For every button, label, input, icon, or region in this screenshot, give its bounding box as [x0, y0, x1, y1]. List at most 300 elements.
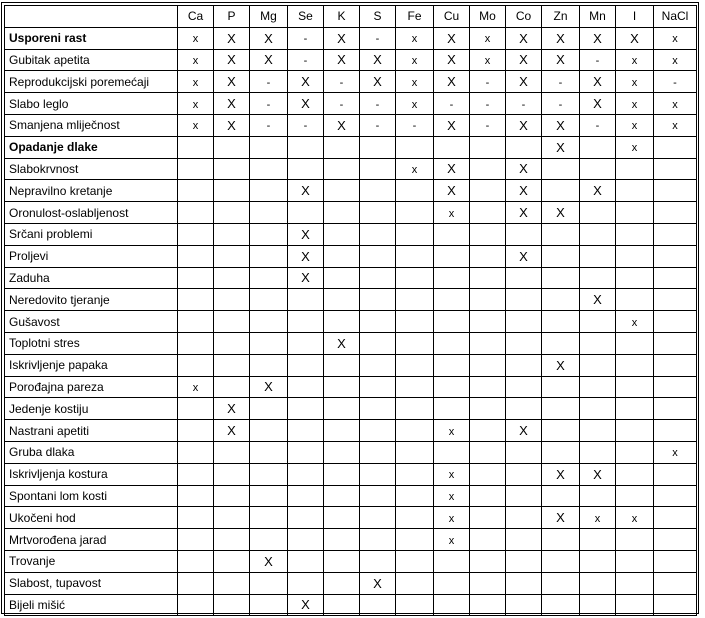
table-row [5, 420, 697, 442]
table-cell [288, 441, 324, 463]
table-cell [654, 572, 697, 594]
table-cell [360, 311, 396, 333]
table-cell [654, 354, 697, 376]
cell-mark: - [266, 98, 271, 111]
table-cell [434, 507, 470, 529]
table-cell [434, 27, 470, 49]
cell-mark: x [448, 534, 455, 547]
cell-mark: X [227, 96, 236, 112]
cell-mark: x [448, 512, 455, 525]
table-cell [214, 376, 250, 398]
table-cell [360, 180, 396, 202]
cell-mark: - [303, 120, 308, 133]
table-cell [214, 289, 250, 311]
table-cell [324, 223, 360, 245]
table-cell [616, 180, 654, 202]
table-cell [542, 245, 580, 267]
table-cell [654, 485, 697, 507]
table-cell [396, 376, 434, 398]
column-header: NaCl [654, 6, 697, 28]
table-cell [250, 93, 288, 115]
table-cell [542, 376, 580, 398]
table-cell [506, 550, 542, 572]
cell-mark: X [447, 117, 456, 133]
table-cell [542, 550, 580, 572]
table-cell [178, 114, 214, 136]
table-cell [506, 49, 542, 71]
table-cell [616, 71, 654, 93]
table-cell [616, 27, 654, 49]
table-cell [470, 441, 506, 463]
table-cell [580, 398, 616, 420]
table-cell [654, 158, 697, 180]
table-cell [542, 420, 580, 442]
header-corner [5, 6, 178, 28]
table-cell [250, 27, 288, 49]
cell-mark: X [519, 423, 528, 439]
table-cell [434, 420, 470, 442]
cell-mark: X [519, 161, 528, 177]
cell-mark: X [264, 553, 273, 569]
table-cell [506, 289, 542, 311]
table-cell [434, 289, 470, 311]
cell-mark: X [593, 96, 602, 112]
cell-mark: X [337, 52, 346, 68]
table-cell [616, 463, 654, 485]
table-row [5, 550, 697, 572]
cell-mark: X [447, 183, 456, 199]
table-cell [434, 398, 470, 420]
table-cell [178, 136, 214, 158]
cell-mark: X [556, 139, 565, 155]
table-cell [616, 49, 654, 71]
table-row [5, 463, 697, 485]
table-cell [616, 267, 654, 289]
table-cell [616, 93, 654, 115]
cell-mark: X [519, 248, 528, 264]
table-cell [288, 136, 324, 158]
cell-mark: X [337, 30, 346, 46]
table-cell [214, 71, 250, 93]
symptom-label: Zaduha [5, 267, 178, 289]
column-header: Mo [470, 6, 506, 28]
cell-mark: X [447, 74, 456, 90]
table-cell [360, 376, 396, 398]
table-cell [506, 463, 542, 485]
cell-mark: - [558, 98, 563, 111]
table-cell [214, 311, 250, 333]
table-cell [178, 354, 214, 376]
table-cell [288, 550, 324, 572]
table-cell [324, 158, 360, 180]
cell-mark: - [485, 120, 490, 133]
table-cell [396, 180, 434, 202]
table-cell [434, 572, 470, 594]
table-row [5, 572, 697, 594]
table-cell [470, 71, 506, 93]
table-cell [542, 114, 580, 136]
cell-mark: x [411, 33, 418, 46]
table-cell [542, 71, 580, 93]
cell-mark: X [447, 30, 456, 46]
table-row [5, 27, 697, 49]
table-cell [396, 245, 434, 267]
cell-mark: X [519, 74, 528, 90]
table-cell [360, 354, 396, 376]
symptom-label: Gruba dlaka [5, 441, 178, 463]
table-cell [616, 289, 654, 311]
cell-mark: x [672, 120, 678, 133]
table-cell [434, 49, 470, 71]
table-cell [434, 354, 470, 376]
cell-mark: X [556, 357, 565, 373]
cell-mark: - [673, 76, 677, 89]
table-cell [178, 49, 214, 71]
table-cell [396, 49, 434, 71]
table-cell [434, 332, 470, 354]
table-cell [178, 507, 214, 529]
table-row [5, 485, 697, 507]
symptom-label: Ukočeni hod [5, 507, 178, 529]
cell-mark: X [337, 335, 346, 351]
table-cell [324, 289, 360, 311]
table-row [5, 180, 697, 202]
table-cell [580, 594, 616, 616]
column-header: Mn [580, 6, 616, 28]
table-cell [214, 550, 250, 572]
table-cell [654, 223, 697, 245]
table-cell [434, 376, 470, 398]
cell-mark: X [556, 30, 565, 46]
table-cell [654, 376, 697, 398]
table-cell [288, 158, 324, 180]
table-cell [542, 202, 580, 224]
table-cell [324, 267, 360, 289]
table-cell [580, 71, 616, 93]
cell-mark: - [485, 98, 490, 111]
table-cell [654, 398, 697, 420]
cell-mark: - [303, 33, 308, 46]
table-cell [580, 202, 616, 224]
table-cell [434, 463, 470, 485]
table-cell [250, 114, 288, 136]
table-cell [470, 354, 506, 376]
table-cell [506, 376, 542, 398]
table-cell [616, 398, 654, 420]
table-cell [250, 441, 288, 463]
table-cell [324, 376, 360, 398]
table-cell [324, 202, 360, 224]
table-cell [178, 529, 214, 551]
table-cell [506, 267, 542, 289]
table-cell [470, 245, 506, 267]
cell-mark: - [449, 98, 454, 111]
table-cell [470, 136, 506, 158]
table-cell [506, 245, 542, 267]
table-cell [396, 223, 434, 245]
cell-mark: X [301, 597, 310, 613]
cell-mark: x [192, 120, 199, 133]
cell-mark: X [593, 466, 602, 482]
symptom-label: Porođajna pareza [5, 376, 178, 398]
table-cell [506, 180, 542, 202]
table-cell [178, 376, 214, 398]
table-cell [214, 180, 250, 202]
table-cell [506, 223, 542, 245]
table-cell [506, 311, 542, 333]
table-cell [360, 267, 396, 289]
cell-mark: x [448, 490, 455, 503]
table-cell [324, 180, 360, 202]
cell-mark: - [303, 54, 308, 67]
cell-mark: x [672, 54, 678, 67]
table-cell [360, 441, 396, 463]
table-cell [654, 594, 697, 616]
table-body [5, 27, 697, 616]
table-cell [654, 289, 697, 311]
table-cell [324, 550, 360, 572]
table-cell [396, 507, 434, 529]
cell-mark: X [373, 52, 382, 68]
table-cell [250, 463, 288, 485]
cell-mark: X [227, 30, 236, 46]
table-cell [434, 223, 470, 245]
table-cell [580, 93, 616, 115]
table-cell [214, 594, 250, 616]
table-cell [324, 245, 360, 267]
table-cell [506, 420, 542, 442]
table-cell [616, 420, 654, 442]
table-cell [580, 289, 616, 311]
cell-mark: x [411, 163, 418, 176]
table-cell [396, 594, 434, 616]
table-cell [214, 136, 250, 158]
table-cell [470, 332, 506, 354]
table-cell [434, 71, 470, 93]
table-cell [542, 136, 580, 158]
table-cell [250, 158, 288, 180]
table-cell [178, 550, 214, 572]
cell-mark: X [556, 52, 565, 68]
table-cell [250, 311, 288, 333]
table-cell [654, 332, 697, 354]
cell-mark: X [556, 205, 565, 221]
table-cell [288, 572, 324, 594]
cell-mark: x [631, 98, 638, 111]
table-cell [288, 354, 324, 376]
header-row [5, 6, 697, 28]
cell-mark: X [556, 510, 565, 526]
table-cell [288, 420, 324, 442]
symptom-label: Opadanje dlake [5, 136, 178, 158]
table-cell [654, 114, 697, 136]
table-cell [616, 136, 654, 158]
table-cell [288, 93, 324, 115]
table-cell [434, 594, 470, 616]
symptom-label: Iskrivljenje papaka [5, 354, 178, 376]
table-cell [470, 267, 506, 289]
table-cell [360, 485, 396, 507]
deficiency-symptom-table [4, 5, 697, 616]
table-cell [434, 158, 470, 180]
cell-mark: X [519, 117, 528, 133]
symptom-label: Oronulost-oslabljenost [5, 202, 178, 224]
table-cell [288, 267, 324, 289]
table-cell [396, 267, 434, 289]
table-cell [324, 398, 360, 420]
table-cell [250, 485, 288, 507]
table-row [5, 594, 697, 616]
table-row [5, 507, 697, 529]
cell-mark: X [593, 292, 602, 308]
table-cell [214, 507, 250, 529]
cell-mark: - [339, 76, 344, 89]
table-cell [580, 420, 616, 442]
table-cell [324, 311, 360, 333]
cell-mark: X [593, 30, 602, 46]
cell-mark: X [301, 270, 310, 286]
table-cell [178, 398, 214, 420]
table-cell [654, 267, 697, 289]
cell-mark: X [337, 117, 346, 133]
column-header: Se [288, 6, 324, 28]
table-cell [214, 332, 250, 354]
cell-mark: - [375, 98, 380, 111]
table-cell [178, 485, 214, 507]
cell-mark: x [192, 98, 199, 111]
table-cell [616, 332, 654, 354]
cell-mark: X [264, 30, 273, 46]
table-row [5, 245, 697, 267]
table-cell [580, 136, 616, 158]
table-cell [324, 114, 360, 136]
table-cell [250, 507, 288, 529]
cell-mark: x [192, 76, 199, 89]
table-cell [288, 114, 324, 136]
cell-mark: x [672, 447, 678, 460]
table-cell [654, 441, 697, 463]
table-cell [178, 245, 214, 267]
table-cell [616, 572, 654, 594]
table-cell [580, 529, 616, 551]
table-cell [288, 180, 324, 202]
table-cell [214, 441, 250, 463]
cell-mark: X [373, 74, 382, 90]
table-cell [360, 420, 396, 442]
table-cell [214, 245, 250, 267]
table-cell [654, 27, 697, 49]
table-cell [616, 594, 654, 616]
table-cell [580, 550, 616, 572]
cell-mark: x [631, 142, 638, 155]
table-cell [506, 27, 542, 49]
table-row [5, 354, 697, 376]
table-cell [396, 71, 434, 93]
table-cell [506, 71, 542, 93]
cell-mark: x [484, 54, 491, 67]
cell-mark: x [631, 120, 638, 133]
symptom-label: Slabo leglo [5, 93, 178, 115]
table-cell [580, 180, 616, 202]
table-cell [250, 529, 288, 551]
table-cell [580, 376, 616, 398]
table-cell [288, 202, 324, 224]
table-cell [542, 93, 580, 115]
table-cell [654, 311, 697, 333]
table-cell [506, 136, 542, 158]
cell-mark: - [485, 76, 490, 89]
table-cell [434, 441, 470, 463]
table-cell [214, 223, 250, 245]
table-cell [288, 594, 324, 616]
table-cell [396, 332, 434, 354]
table-cell [580, 114, 616, 136]
table-cell [654, 550, 697, 572]
table-cell [580, 441, 616, 463]
table-cell [288, 71, 324, 93]
cell-mark: X [301, 248, 310, 264]
column-header: Co [506, 6, 542, 28]
column-header: Zn [542, 6, 580, 28]
table-cell [178, 223, 214, 245]
table-cell [396, 93, 434, 115]
table-cell [324, 136, 360, 158]
column-header: Cu [434, 6, 470, 28]
table-cell [542, 529, 580, 551]
table-row [5, 158, 697, 180]
table-cell [288, 376, 324, 398]
table-cell [178, 441, 214, 463]
table-cell [434, 202, 470, 224]
table-row [5, 93, 697, 115]
table-cell [288, 289, 324, 311]
cell-mark: X [593, 183, 602, 199]
table-row [5, 223, 697, 245]
table-cell [506, 572, 542, 594]
table-cell [288, 311, 324, 333]
cell-mark: - [412, 120, 417, 133]
table-cell [434, 180, 470, 202]
table-cell [360, 398, 396, 420]
table-cell [324, 594, 360, 616]
table-cell [542, 332, 580, 354]
table-cell [250, 376, 288, 398]
table-cell [434, 485, 470, 507]
table-cell [506, 594, 542, 616]
symptom-label: Slabost, tupavost [5, 572, 178, 594]
table-cell [324, 71, 360, 93]
table-cell [360, 71, 396, 93]
symptom-label: Trovanje [5, 550, 178, 572]
table-cell [214, 49, 250, 71]
table-cell [324, 463, 360, 485]
table-row [5, 311, 697, 333]
table-cell [470, 507, 506, 529]
cell-mark: - [595, 54, 600, 67]
table-cell [542, 398, 580, 420]
table-cell [654, 507, 697, 529]
table-cell [214, 485, 250, 507]
table-cell [470, 93, 506, 115]
table-cell [506, 93, 542, 115]
table-cell [470, 27, 506, 49]
table-cell [396, 27, 434, 49]
column-header: S [360, 6, 396, 28]
table-cell [178, 572, 214, 594]
table-cell [178, 289, 214, 311]
table-cell [542, 223, 580, 245]
table-cell [360, 572, 396, 594]
